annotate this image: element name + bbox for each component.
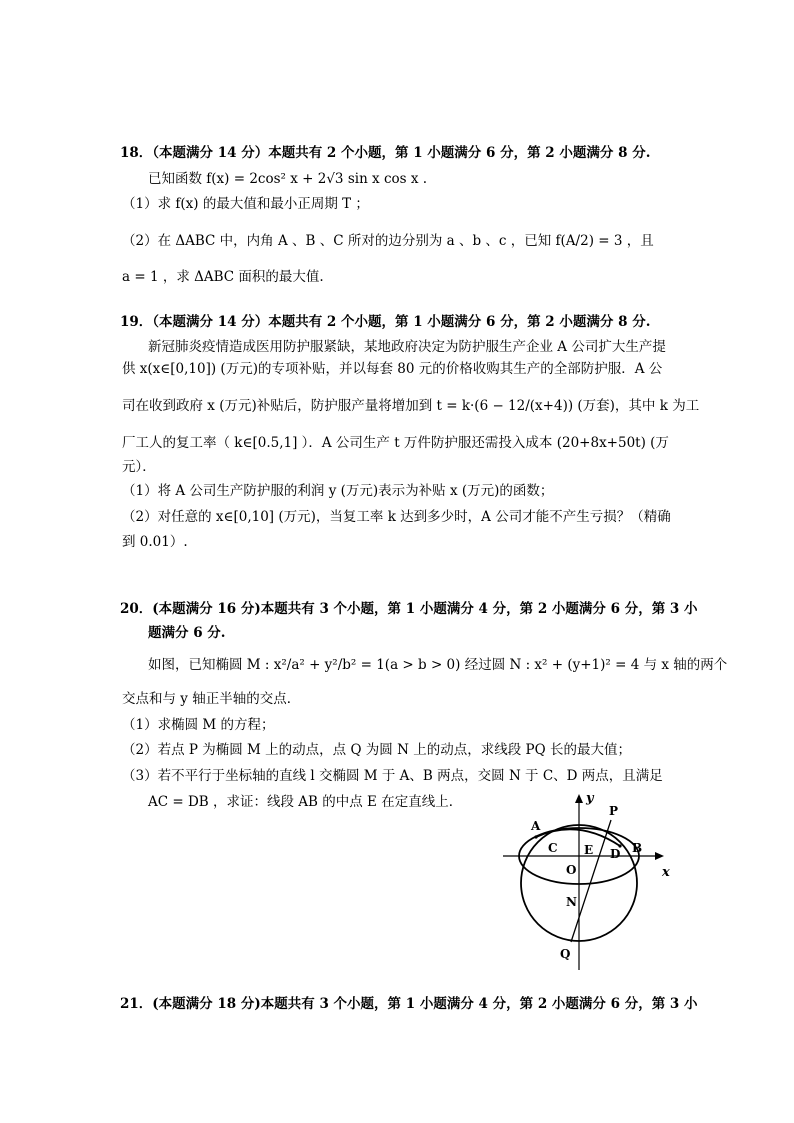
point-a xyxy=(534,835,537,838)
q18-part2-line2: a = 1 ，求 ΔABC 面积的最大值. xyxy=(122,269,324,285)
label-o: O xyxy=(566,863,577,877)
q19-line1: 新冠肺炎疫情造成医用防护服紧缺，某地政府决定为防护服生产企业 A 公司扩大生产提 xyxy=(148,339,666,355)
label-x: x xyxy=(662,865,670,880)
q21-heading: 21．(本题满分 18 分)本题共有 3 个小题，第 1 小题满分 4 分，第 2 小题满分 6 分，第 3 小 xyxy=(120,996,698,1012)
q20-given-line1: 如图，已知椭圆 M : x²/a² + y²/b² = 1(a > b > 0) 经过圆 N : x² + (y+1)² = 4 与 x 轴的两个 xyxy=(148,657,728,673)
q19-line3: 司在收到政府 x (万元)补贴后，防护服产量将增加到 t = k·(6 − 12/(x+4)) (万套)，其中 k 为工 xyxy=(122,398,700,414)
q18-part2-line1: （2）在 ΔABC 中，内角 A 、B 、C 所对的边分别为 a 、b 、c ，已知 f(A/2) = 3 ，且 xyxy=(122,233,654,249)
q20-part1: （1）求椭圆 M 的方程； xyxy=(122,717,275,733)
label-d: D xyxy=(610,847,621,861)
label-y: y xyxy=(586,791,594,806)
q20-part2: （2）若点 P 为椭圆 M 上的动点，点 Q 为圆 N 上的动点，求线段 PQ 长的最大值； xyxy=(122,742,631,758)
y-axis-arrow xyxy=(575,794,583,803)
q19-part2-line1: （2）对任意的 x∈[0,10] (万元)，当复工率 k 达到多少时，A 公司才能不产生亏损？（精确 xyxy=(122,509,671,525)
q19-line4: 厂工人的复工率（ k∈[0.5,1] ）．A 公司生产 t 万件防护服还需投入成本 (20+8x+50t) (万 xyxy=(122,435,669,451)
q18-heading: 18．（本题满分 14 分）本题共有 2 个小题，第 1 小题满分 6 分，第 2 小题满分 8 分. xyxy=(120,145,651,161)
q19-line2: 供 x(x∈[0,10]) (万元)的专项补贴，并以每套 80 元的价格收购其生产的全部防护服．A 公 xyxy=(122,361,663,377)
ellipse-circle-figure xyxy=(498,790,683,972)
label-e: E xyxy=(584,843,594,857)
label-n: N xyxy=(566,895,577,909)
q18-given: 已知函数 f(x) = 2cos² x + 2√3 sin x cos x . xyxy=(148,171,428,187)
label-q: Q xyxy=(560,947,571,961)
q20-heading-line1: 20．(本题满分 16 分)本题共有 3 个小题，第 1 小题满分 4 分，第 2 小题满分 6 分，第 3 小 xyxy=(120,601,698,617)
q19-heading: 19．（本题满分 14 分）本题共有 2 个小题，第 1 小题满分 6 分，第 2 小题满分 8 分. xyxy=(120,314,651,330)
label-c: C xyxy=(548,841,558,855)
q20-part3-line1: （3）若不平行于坐标轴的直线 l 交椭圆 M 于 A、B 两点，交圆 N 于 C、D 两点，且满足 xyxy=(122,768,663,784)
q19-part1: （1）将 A 公司生产防护服的利润 y (万元)表示为补贴 x (万元)的函数； xyxy=(122,483,554,499)
q19-part2-line2: 到 0.01）. xyxy=(122,534,188,550)
label-a: A xyxy=(531,819,541,833)
q20-heading-line2: 题满分 6 分. xyxy=(148,625,226,641)
q20-part3-line2: AC = DB ，求证：线段 AB 的中点 E 在定直线上． xyxy=(148,794,463,810)
q19-line5: 元）． xyxy=(122,459,156,475)
q18-part1: （1）求 f(x) 的最大值和最小正周期 T ； xyxy=(122,196,369,212)
q20-given-line2: 交点和与 y 轴正半轴的交点． xyxy=(122,691,301,707)
label-p: P xyxy=(609,804,619,818)
x-axis-arrow xyxy=(655,852,664,860)
label-b: B xyxy=(632,841,643,855)
